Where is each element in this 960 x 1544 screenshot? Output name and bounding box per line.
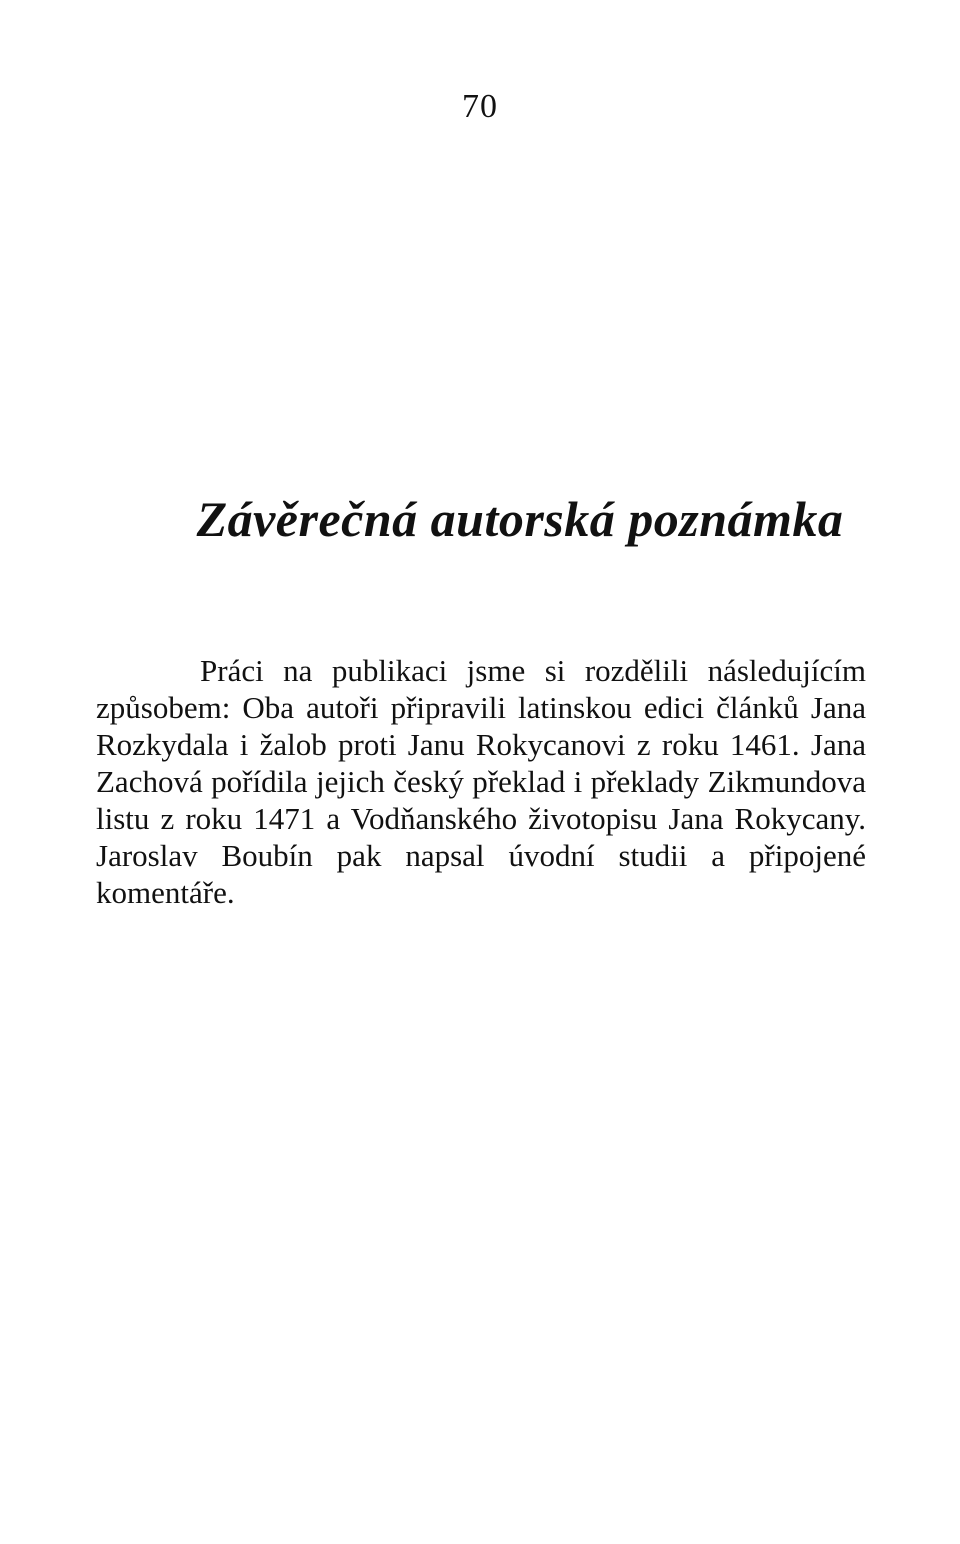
body-paragraph: Práci na publikaci jsme si rozdělili následujícím způsobem: Oba autoři připravili latinskou edici článků Jana Rozkydala i žalob proti Janu Rokycanovi z roku 1461. Jana Zachová pořídila jejich český překlad i překlady Zikmundova listu z roku 1471 a Vodňanského životopisu Jana Rokycany. Jaroslav Boubín pak napsal úvodní studii a připojené komentáře. <box>96 653 866 910</box>
chapter-title: Závěrečná autorská poznámka <box>196 491 844 547</box>
page-number: 70 <box>462 88 498 125</box>
